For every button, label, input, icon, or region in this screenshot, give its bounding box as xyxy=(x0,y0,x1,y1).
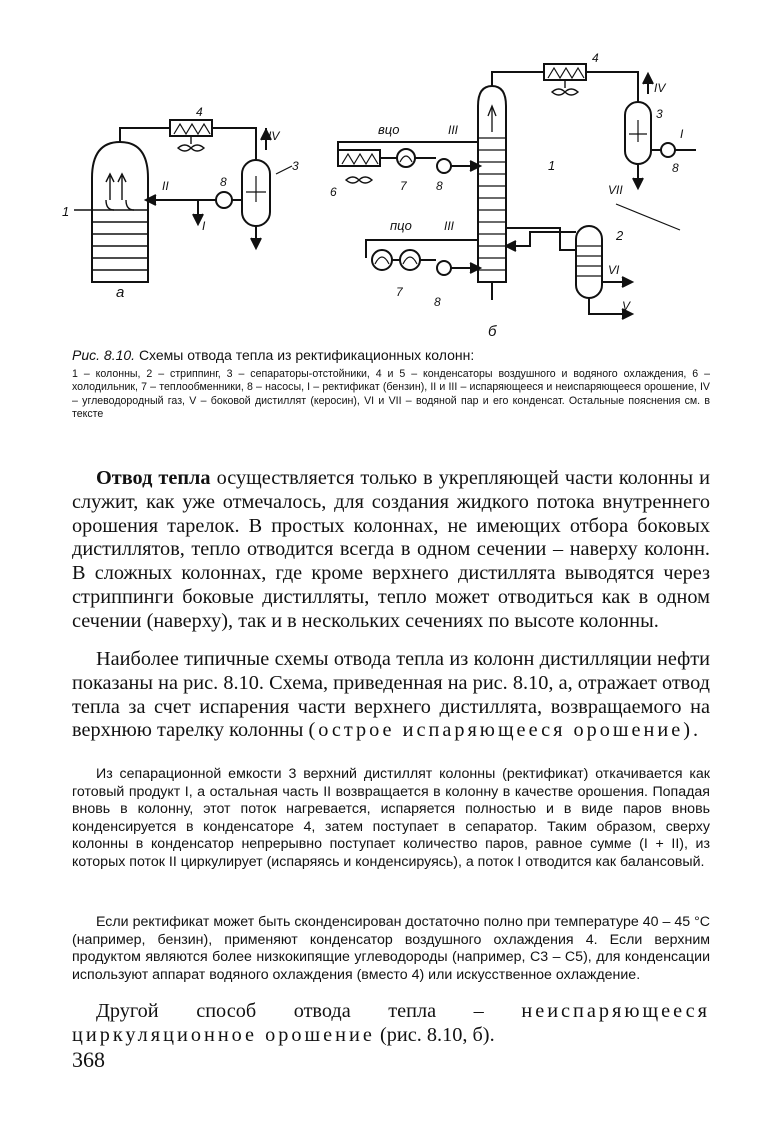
label-b-8-mid: 8 xyxy=(436,179,443,193)
page-number: 368 xyxy=(72,1047,105,1072)
label-b-8-top: 8 xyxy=(672,161,679,175)
paragraph-heat-removal xyxy=(72,467,710,634)
label-b-1: 1 xyxy=(548,158,556,173)
label-b-2: 2 xyxy=(616,228,624,243)
label-b-4r: IV xyxy=(654,81,666,95)
figure-heat-removal-schemes xyxy=(60,50,720,340)
pump-8-a xyxy=(216,192,232,208)
label-a-8: 8 xyxy=(220,175,227,189)
pump-8-b-mid xyxy=(437,159,451,173)
figure-legend: 1 – колонны, 2 – стриппинг, 3 – сепараторы-отстойники, 4 и 5 – конденсаторы воздушного и водяного охлаждения, 6 – холодильник, 7 – теплообменники, 8 – насосы, I – ректификат (бензин), II и III – испаряющееся и неиспаряющееся орошение, IV – углеводородный газ, V – боковой дистиллят (керосин), VI и VII – водяной пар и его конденсат. Остальные пояснения см. в тексте xyxy=(72,368,710,421)
exchanger-7-a xyxy=(372,250,392,270)
paragraph-other-method xyxy=(72,1000,710,1048)
paragraph-4-text: Если ректификат может быть сконденсирован достаточно полно при температуре 40 – 45 °C (например, бензин), применяют конденсатор воздушного охлаждения 4. Если верхним продуктом являются более низкокипящие углеводороды (например, C3 – C5), для конденсации используют аппарат водяного охлаждения (вместо 4) или искусственное охлаждение. xyxy=(72,914,710,983)
caption-label: Рис. 8.10. xyxy=(72,347,136,363)
label-b-7-top: 7 xyxy=(400,179,407,193)
label-b-7r: VII xyxy=(608,183,623,197)
paragraph-3-text: Из сепарационной емкости 3 верхний дистиллят колонны (ректификат) откачивается как готовый продукт I, а остальная часть II возвращается в колонну в качестве орошения. Попадая вновь в колонну, этот поток нагревается, испаряется полностью и в виде паров вновь конденсируется в конденсаторе 4, затем поступает в сепаратор. Таким образом, сверху колонны в конденсатор непрерывно поступает количество паров, равное сумме (I + II), из которых поток II циркулирует (испаряясь и конденсируясь), а поток I отводится как балансовый. xyxy=(72,766,710,870)
label-a-3: 3 xyxy=(292,159,299,173)
pump-8-b-low xyxy=(437,261,451,275)
label-b-6: 6 xyxy=(330,185,337,199)
label-vco: вцо xyxy=(378,122,400,137)
scheme-b xyxy=(338,64,696,319)
label-a-4: 4 xyxy=(196,105,203,119)
label-b-8-low: 8 xyxy=(434,295,441,309)
paragraph-5-text: Другой способ отвода тепла – xyxy=(96,1000,484,1022)
condenser-4-a xyxy=(170,120,212,136)
column-a xyxy=(92,142,148,282)
paragraph-1-text: осуществляется только в укрепляющей части колонны и служит, как уже отмечалось, для создания жидкого потока внутреннего орошения тарелок. В простых колоннах, не имеющих отбора боковых дистиллятов, тепло отводится всегда в одном сечении – наверху колонн. В сложных колоннах, где кроме верхнего дистиллята выводятся через стриппинги боковые дистилляты, тепло может отводиться как в одном сечении (наверху), так и в нескольких сечениях по высоте колонны. xyxy=(72,467,711,632)
label-b-3r-low: III xyxy=(444,219,455,233)
stripping-2 xyxy=(576,226,602,298)
label-a-1r: I xyxy=(202,219,206,233)
exchanger-7-b xyxy=(400,250,420,270)
label-pco: пцо xyxy=(390,218,412,233)
label-b-6r: VI xyxy=(608,263,620,277)
scheme-a xyxy=(74,120,292,282)
condenser-4-b xyxy=(544,64,586,80)
term-heat-removal: Отвод тепла xyxy=(96,467,211,489)
scheme-diagram xyxy=(60,50,720,340)
exchanger-7-top xyxy=(397,149,415,167)
paragraph-condensation xyxy=(72,914,710,984)
cooler-6 xyxy=(338,150,380,166)
label-a: а xyxy=(116,284,125,301)
paragraph-5-tail: (рис. 8.10, б). xyxy=(379,1023,495,1046)
term-circulating-reflux: неиспаряющееся циркуляционное орошение xyxy=(72,1000,710,1046)
caption-title: Схемы отвода тепла из ректификационных колонн: xyxy=(138,347,475,363)
label-b: б xyxy=(488,323,497,340)
label-a-1: 1 xyxy=(62,204,70,219)
term-sharp-reflux: (острое испаряющееся орошение). xyxy=(308,719,702,742)
paragraph-typical-schemes xyxy=(72,648,710,743)
figure-caption xyxy=(72,347,712,363)
paragraph-separator xyxy=(72,766,710,872)
label-b-5r: V xyxy=(622,299,631,313)
label-a-2: II xyxy=(162,179,169,193)
label-b-7-low: 7 xyxy=(396,285,403,299)
label-b-3: 3 xyxy=(656,107,663,121)
pump-8-b-top xyxy=(661,143,675,157)
label-a-4r: IV xyxy=(268,129,280,143)
label-b-3r-top: III xyxy=(448,123,459,137)
paragraph-2-text: Наиболее типичные схемы отвода тепла из колонн дистилляции нефти показаны на рис. 8.10. Схема, приведенная на рис. 8.10, а, отражает отвод тепла за счет испарения части верхнего дистиллята, возвращаемого на верхнюю тарелку колонны xyxy=(72,648,710,742)
label-b-1r: I xyxy=(680,127,684,141)
label-b-4: 4 xyxy=(592,51,599,65)
